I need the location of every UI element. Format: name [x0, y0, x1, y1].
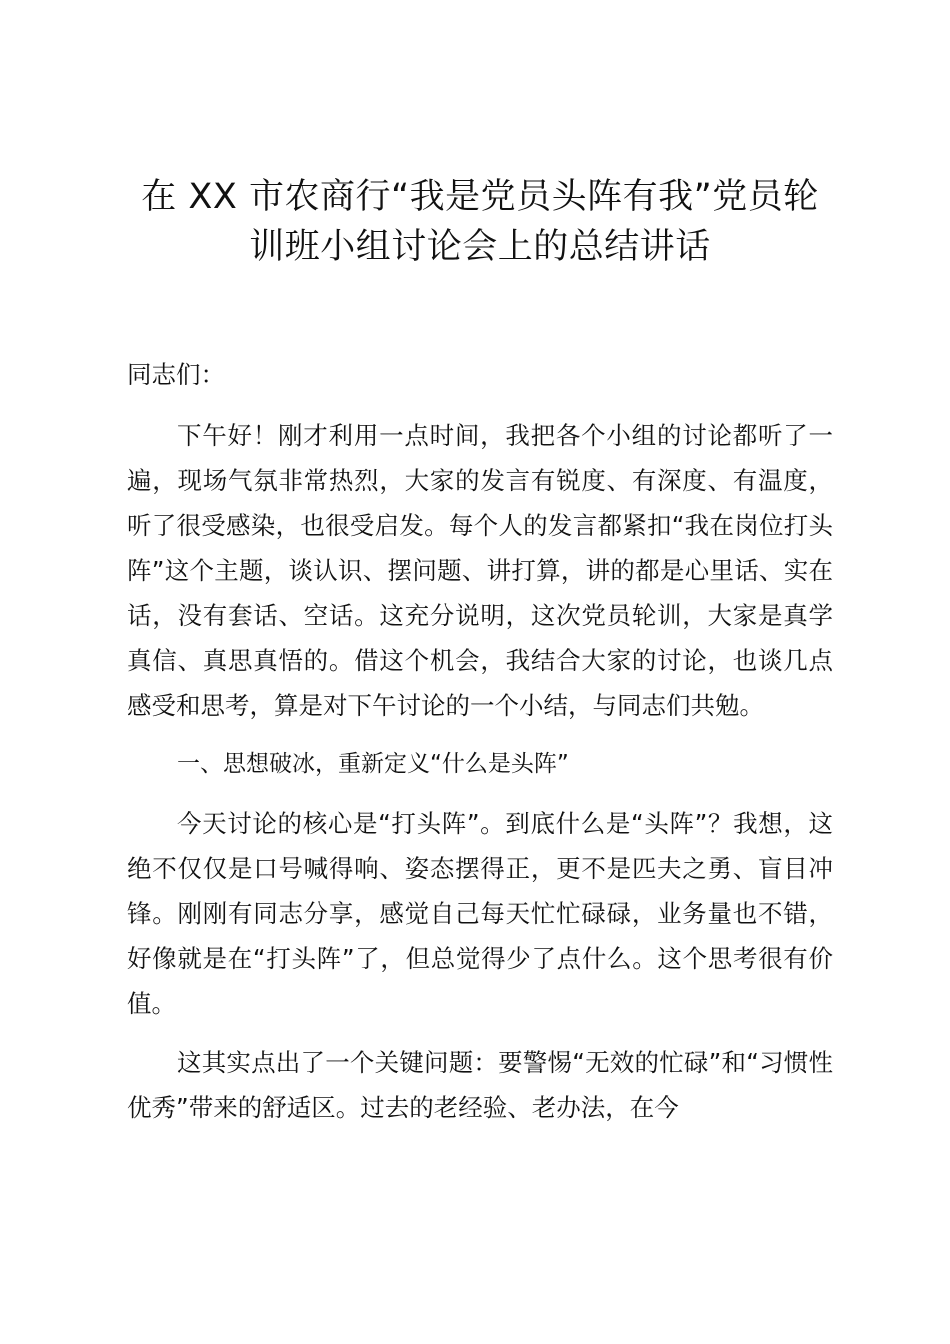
opening-paragraph: 下午好！刚才利用一点时间，我把各个小组的讨论都听了一遍，现场气氛非常热烈，大家的发言有锐度、有深度、有温度，听了很受感染，也很受启发。每个人的发言都紧扣“我在岗位打头阵”这个主题，谈认识、摆问题、讲打算，讲的都是心里话、实在话，没有套话、空话。这充分说明，这次党员轮训，大家是真学真信、真思真悟的。借这个机会，我结合大家的讨论，也谈几点感受和思考，算是对下午讨论的一个小结，与同志们共勉。 [127, 421, 833, 720]
salutation: 同志们： [127, 360, 225, 389]
title-line-1: 在 XX 市农商行“我是党员头阵有我”党员轮 [141, 177, 819, 217]
document-title [110, 172, 850, 272]
document-body [127, 352, 833, 1144]
title-line-2: 训班小组讨论会上的总结讲话 [249, 227, 711, 267]
section-heading-1: 一、思想破冰，重新定义“什么是头阵” [177, 751, 569, 777]
section1-paragraph-1: 今天讨论的核心是“打头阵”。到底什么是“头阵”？我想，这绝不仅仅是口号喊得响、姿态摆得正，更不是匹夫之勇、盲目冲锋。刚刚有同志分享，感觉自己每天忙忙碌碌，业务量也不错，好像就是在“打头阵”了，但总觉得少了点什么。这个思考很有价值。 [127, 809, 833, 1018]
section1-paragraph-2: 这其实点出了一个关键问题：要警惕“无效的忙碌”和“习惯性优秀”带来的舒适区。过去的老经验、老办法，在今 [127, 1048, 833, 1122]
